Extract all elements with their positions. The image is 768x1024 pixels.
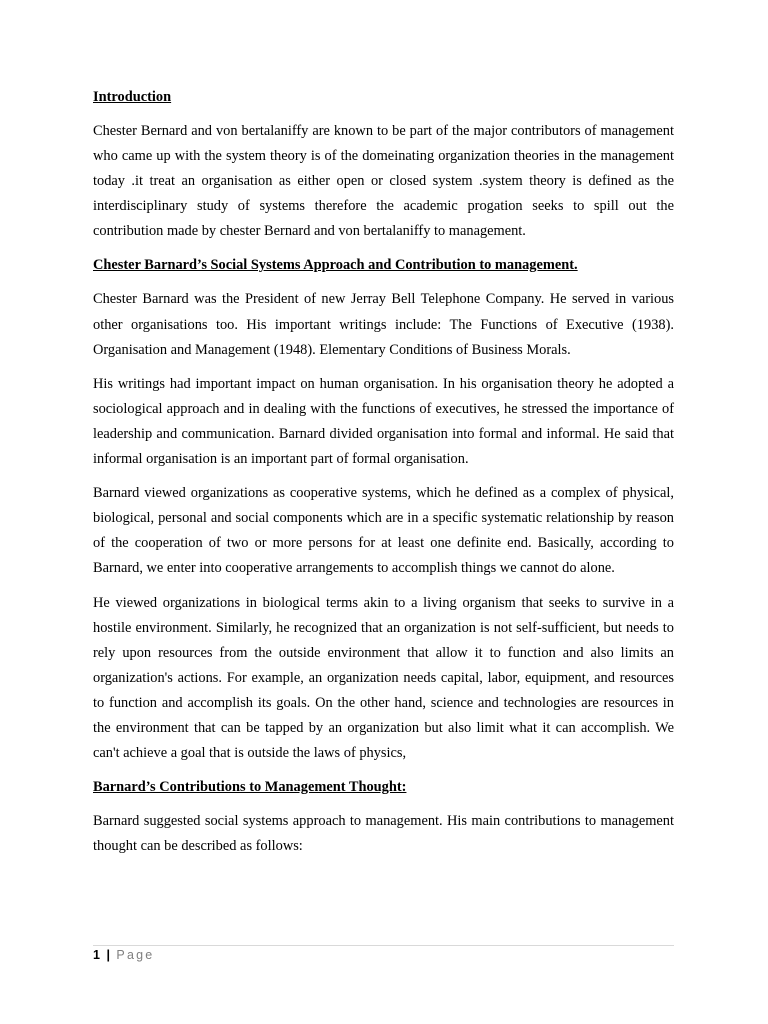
paragraph: Chester Bernard and von bertalaniffy are known to be part of the major contributors of management who came up with the system theory is of the domeinating organization theories in the management today .it treat an organisation as either open or closed system .system theory is defined as the interdisciplinary study of systems therefore the academic progation seeks to spill out the contribution made by chester Bernard and von bertalaniffy to management. [93, 123, 674, 240]
paragraph: Barnard suggested social systems approach to management. His main contributions to management thought can be described as follows: [93, 813, 674, 855]
section-heading-contributions: Barnard’s Contributions to Management Thought: [93, 779, 407, 796]
section-heading-social-systems: Chester Barnard’s Social Systems Approach and Contribution to management. [93, 257, 578, 274]
section-heading-introduction: Introduction [93, 89, 172, 105]
document-body [93, 85, 674, 868]
paragraph: His writings had important impact on human organisation. In his organisation theory he adopted a sociological approach and in dealing with the functions of executives, he stressed the importance of leadership and communication. Barnard divided organisation into formal and informal. He said that informal organisation is an important part of formal organisation. [93, 375, 674, 468]
paragraph: Chester Barnard was the President of new Jerray Bell Telephone Company. He served in various other organisations too. His important writings include: The Functions of Executive (1938). Organisation and Management (1948). Elementary Conditions of Business Morals. [93, 291, 674, 358]
paragraph: Barnard viewed organizations as cooperative systems, which he defined as a complex of physical, biological, personal and social components which are in a specific systematic relationship by reason of the cooperation of two or more persons for at least one definite end. Basically, according to Barnard, we enter into cooperative arrangements to accomplish things we cannot do alone. [93, 485, 674, 577]
footer-separator: | [106, 948, 110, 962]
paragraph: He viewed organizations in biological terms akin to a living organism that seeks to survive in a hostile environment. Similarly, he recognized that an organization is not self-sufficient, but needs to rely upon resources from the outside environment that allow it to function and also limits an organization's actions. For example, an organization needs capital, labor, equipment, and resources to function and accomplish its goals. On the other hand, science and technologies are resources in the environment that can be tapped by an organization but also limit what it can accomplish. We can't achieve a goal that is outside the laws of physics, [93, 594, 674, 762]
page-footer [93, 945, 674, 962]
page-number: 1 [93, 948, 100, 962]
page-label: Page [116, 948, 155, 962]
